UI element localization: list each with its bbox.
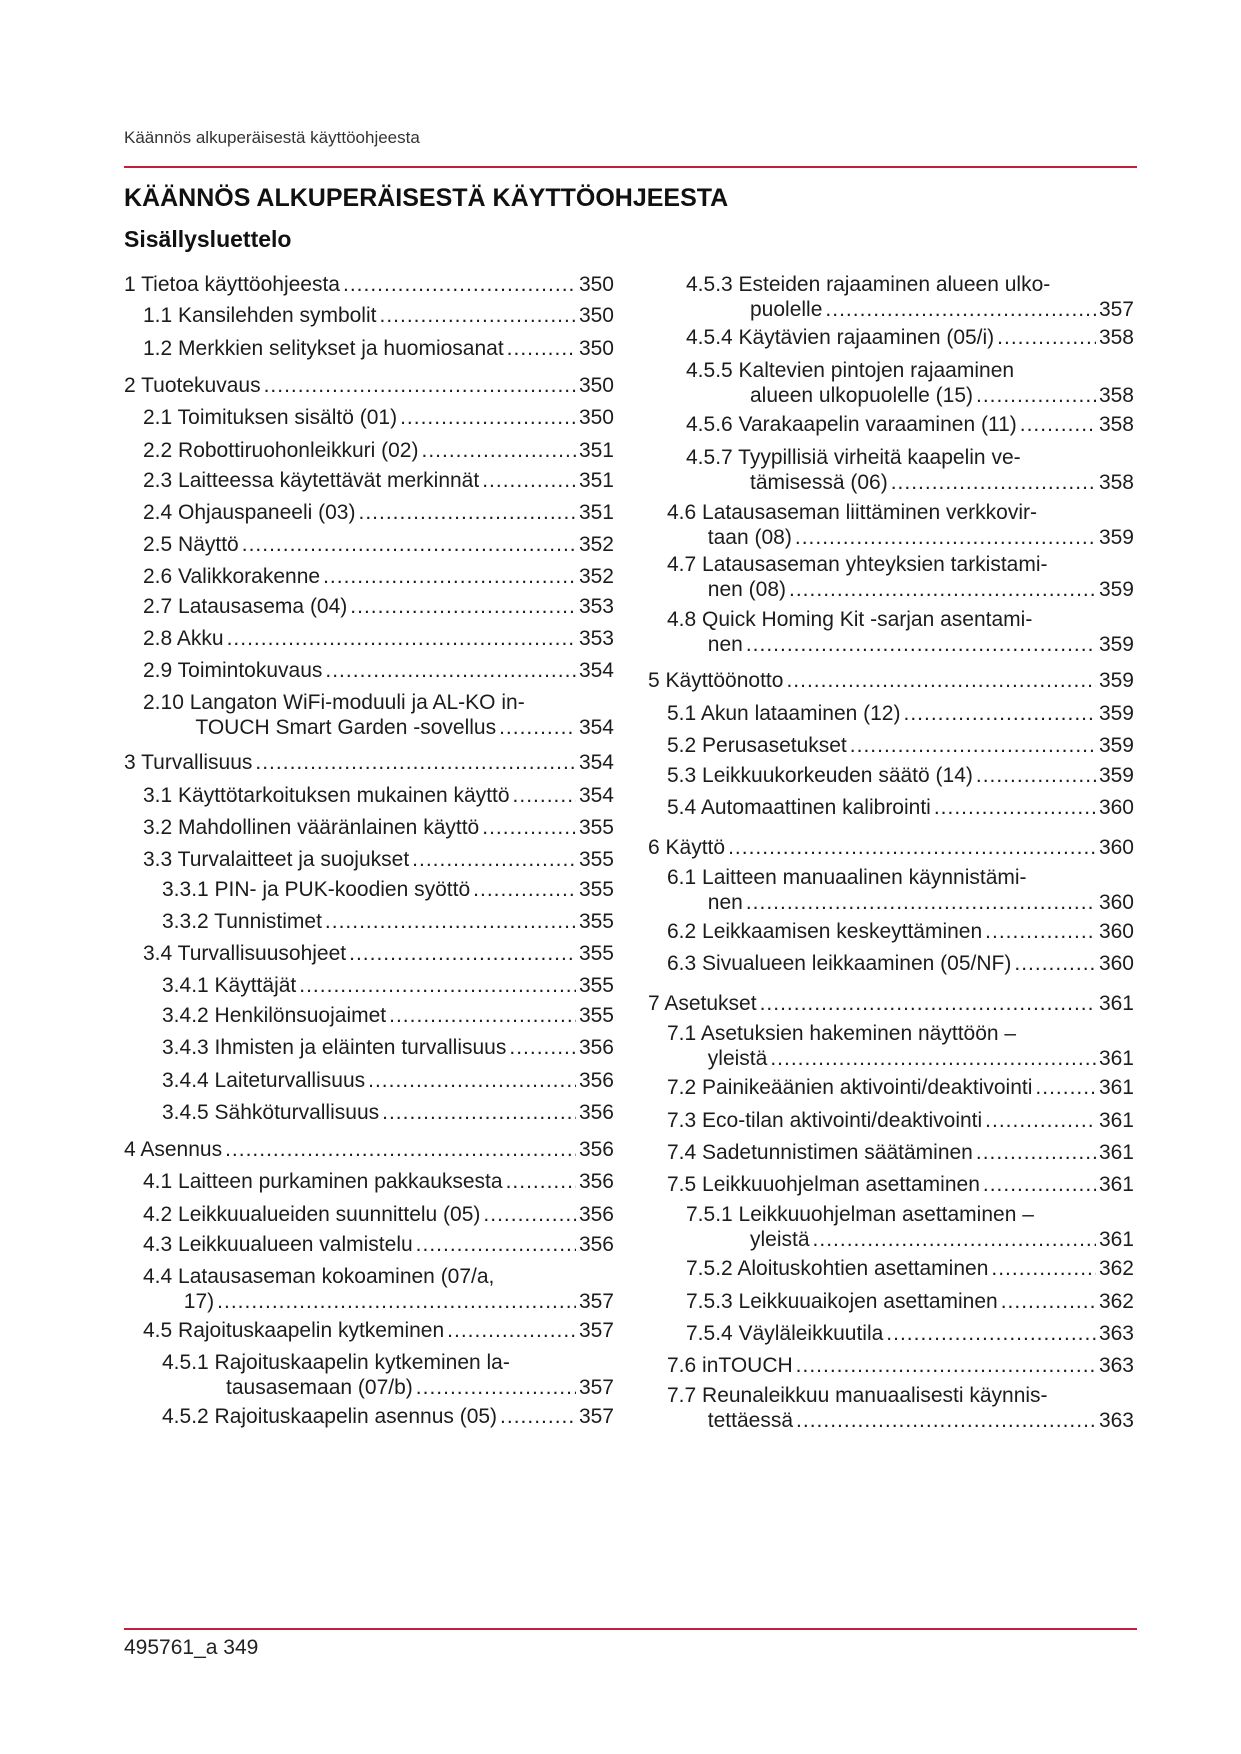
toc-entry-label: 6.2 Leikkaamisen keskeyttäminen [667, 920, 983, 943]
toc-entry[interactable] [162, 1404, 614, 1429]
toc-entry-page: 354 [578, 716, 614, 739]
toc-entry[interactable] [143, 1318, 614, 1343]
toc-entry[interactable] [143, 438, 614, 463]
toc-leader-dots [985, 919, 1096, 944]
toc-entry-label-continued: tausasemaan (07/b) [226, 1376, 413, 1399]
toc-leader-dots [976, 383, 1096, 408]
toc-leader-dots [997, 325, 1096, 350]
toc-leader-dots [379, 303, 575, 328]
toc-entry-page: 355 [578, 1004, 614, 1027]
toc-entry-page: 350 [578, 374, 614, 397]
toc-entry[interactable] [143, 500, 614, 525]
toc-leader-dots [482, 468, 576, 493]
toc-entry-label: 2.6 Valikkorakenne [143, 565, 321, 588]
toc-leader-dots [770, 1046, 1096, 1071]
toc-leader-dots [447, 1318, 576, 1343]
toc-entry[interactable] [686, 325, 1134, 350]
toc-leader-dots [796, 1353, 1096, 1378]
toc-entry-label-continued: alueen ulkopuolelle (15) [750, 384, 973, 407]
toc-leader-dots [368, 1068, 576, 1093]
toc-entry[interactable] [686, 358, 1134, 408]
toc-entry-label: 6.3 Sivualueen leikkaaminen (05/NF) [667, 952, 1012, 975]
toc-leader-dots [255, 750, 576, 775]
toc-entry-page: 357 [578, 1376, 614, 1399]
toc-entry-page: 360 [1098, 796, 1134, 819]
toc-entry-page: 356 [578, 1233, 614, 1256]
toc-entry-page: 361 [1098, 1076, 1134, 1099]
toc-entry[interactable] [124, 373, 614, 398]
toc-entry[interactable] [667, 607, 1134, 657]
toc-leader-dots [473, 877, 576, 902]
toc-entry-label: 1 Tietoa käyttöohjeesta [124, 273, 340, 296]
toc-entry[interactable] [162, 1035, 614, 1060]
toc-entry-label-continued: taan (08) [707, 526, 792, 549]
toc-entry[interactable] [667, 701, 1134, 726]
toc-entry[interactable] [143, 658, 614, 683]
toc-leader-dots [499, 715, 576, 740]
toc-entry[interactable] [143, 468, 614, 493]
toc-leader-dots [789, 577, 1096, 602]
toc-entry[interactable] [648, 991, 1134, 1016]
toc-entry-label-continued: 17) [183, 1290, 215, 1313]
running-header: Käännös alkuperäisestä käyttöohjeesta [124, 128, 420, 147]
toc-entry-label: 2 Tuotekuvaus [124, 374, 261, 397]
toc-entry-page: 350 [578, 337, 614, 360]
toc-entry[interactable] [143, 405, 614, 430]
toc-leader-dots [850, 733, 1096, 758]
toc-leader-dots [728, 835, 1096, 860]
toc-entry-label: 6.1 Laitteen manuaalinen käynnistämi- [667, 866, 1027, 889]
toc-entry[interactable] [143, 941, 614, 966]
toc-entry-page: 352 [578, 533, 614, 556]
toc-entry-page: 359 [1098, 526, 1134, 549]
toc-leader-dots [976, 1140, 1096, 1165]
toc-entry-page: 353 [578, 627, 614, 650]
toc-entry[interactable] [124, 1137, 614, 1162]
toc-leader-dots [513, 783, 576, 808]
toc-entry[interactable] [162, 1003, 614, 1028]
toc-entry-page: 361 [1098, 1173, 1134, 1196]
toc-entry[interactable] [143, 847, 614, 872]
toc-entry-label: 2.4 Ohjauspaneeli (03) [143, 501, 356, 524]
toc-entry-page: 361 [1098, 1109, 1134, 1132]
toc-entry-page: 360 [1098, 836, 1134, 859]
toc-entry-label: 4.5.1 Rajoituskaapelin kytkeminen la- [162, 1351, 510, 1374]
toc-entry-page: 354 [578, 659, 614, 682]
toc-leader-dots [934, 795, 1096, 820]
toc-leader-dots [507, 336, 576, 361]
toc-entry[interactable] [686, 1256, 1134, 1281]
toc-entry-label: 7.5 Leikkuuohjelman asettaminen [667, 1173, 980, 1196]
toc-entry-label: 4.8 Quick Homing Kit -sarjan asentami- [667, 608, 1033, 631]
toc-leader-dots [225, 1137, 576, 1162]
toc-entry[interactable] [143, 1169, 614, 1194]
toc-leader-dots [482, 815, 576, 840]
toc-entry-page: 356 [578, 1170, 614, 1193]
toc-entry-label-continued: nen (08) [707, 578, 787, 601]
toc-entry[interactable] [667, 795, 1134, 820]
toc-entry-label: 4.1 Laitteen purkaminen pakkauksesta [143, 1170, 503, 1193]
toc-entry-label: 3.3 Turvalaitteet ja suojukset [143, 848, 410, 871]
toc-entry-page: 355 [578, 942, 614, 965]
toc-entry-page: 351 [578, 501, 614, 524]
toc-entry-label: 7 Asetukset [648, 992, 757, 1015]
toc-entry[interactable] [667, 919, 1134, 944]
toc-entry[interactable] [143, 336, 614, 361]
toc-entry-page: 350 [578, 406, 614, 429]
toc-leader-dots [746, 632, 1096, 657]
toc-entry-label-continued: puolelle [750, 298, 823, 321]
toc-leader-dots [983, 1172, 1096, 1197]
toc-entry-page: 359 [1098, 702, 1134, 725]
toc-entry-label: 7.5.2 Aloituskohtien asettaminen [686, 1257, 989, 1280]
toc-entry-label: 4.6 Latausaseman liittäminen verkkovir- [667, 501, 1038, 524]
toc-entry[interactable] [667, 500, 1134, 550]
toc-entry-page: 363 [1098, 1409, 1134, 1432]
toc-entry[interactable] [162, 1100, 614, 1125]
toc-entry-label: 4.5.2 Rajoituskaapelin asennus (05) [162, 1405, 498, 1428]
toc-entry[interactable] [667, 1021, 1134, 1071]
toc-entry-label: 3.4.2 Henkilönsuojaimet [162, 1004, 387, 1027]
toc-entry-page: 362 [1098, 1257, 1134, 1280]
toc-entry[interactable] [686, 1289, 1134, 1314]
toc-entry-label: 7.5.1 Leikkuuohjelman asettaminen – [686, 1203, 1034, 1226]
toc-leader-dots [886, 1321, 1096, 1346]
toc-entry[interactable] [143, 1264, 614, 1314]
toc-entry-page: 354 [578, 784, 614, 807]
toc-entry[interactable] [686, 412, 1134, 437]
toc-entry-page: 356 [578, 1069, 614, 1092]
toc-entry-page: 362 [1098, 1290, 1134, 1313]
toc-entry-page: 351 [578, 469, 614, 492]
toc-entry-page: 355 [578, 848, 614, 871]
toc-leader-dots [903, 701, 1095, 726]
toc-entry-label: 5.2 Perusasetukset [667, 734, 847, 757]
toc-leader-dots [299, 973, 576, 998]
toc-entry-label: 7.5.3 Leikkuuaikojen asettaminen [686, 1290, 998, 1313]
toc-entry[interactable] [143, 1232, 614, 1257]
toc-entry[interactable] [667, 951, 1134, 976]
toc-entry-label: 5.1 Akun lataaminen (12) [667, 702, 901, 725]
toc-entry-page: 352 [578, 565, 614, 588]
toc-leader-dots [786, 668, 1096, 693]
toc-leader-dots [991, 1256, 1096, 1281]
toc-entry-label: 2.1 Toimituksen sisältö (01) [143, 406, 398, 429]
toc-entry-label: 4 Asennus [124, 1138, 223, 1161]
toc-entry-label: 4.7 Latausaseman yhteyksien tarkistami- [667, 553, 1048, 576]
toc-leader-dots [760, 991, 1096, 1016]
toc-leader-dots [421, 438, 575, 463]
toc-entry[interactable] [162, 909, 614, 934]
toc-leader-dots [1035, 1075, 1096, 1100]
toc-entry-label: 5.3 Leikkuukorkeuden säätö (14) [667, 764, 973, 787]
toc-entry-page: 361 [1098, 1228, 1134, 1251]
toc-entry[interactable] [143, 690, 614, 740]
toc-entry-label: 7.4 Sadetunnistimen säätäminen [667, 1141, 973, 1164]
toc-entry[interactable] [667, 865, 1134, 915]
toc-entry-label: 3.4 Turvallisuusohjeet [143, 942, 347, 965]
toc-leader-dots [325, 909, 576, 934]
toc-entry-label: 4.5.7 Tyypillisiä virheitä kaapelin ve- [686, 446, 1021, 469]
toc-entry-label: 4.5 Rajoituskaapelin kytkeminen [143, 1319, 445, 1342]
toc-entry[interactable] [686, 445, 1134, 495]
toc-entry-page: 360 [1098, 952, 1134, 975]
toc-entry-page: 355 [578, 910, 614, 933]
toc-entry-page: 358 [1098, 384, 1134, 407]
toc-entry[interactable] [667, 1383, 1134, 1433]
toc-entry-page: 354 [578, 751, 614, 774]
toc-entry-label: 4.4 Latausaseman kokoaminen (07/a, [143, 1265, 495, 1288]
toc-leader-dots [509, 1035, 576, 1060]
toc-leader-dots [500, 1404, 576, 1429]
toc-entry-label-continued: yleistä [750, 1228, 810, 1251]
toc-entry[interactable] [162, 1068, 614, 1093]
toc-entry-page: 351 [578, 439, 614, 462]
toc-leader-dots [325, 658, 576, 683]
toc-entry-page: 361 [1098, 992, 1134, 1015]
toc-leader-dots [412, 847, 576, 872]
toc-entry-label: 3.1 Käyttötarkoituksen mukainen käyttö [143, 784, 510, 807]
toc-entry[interactable] [162, 973, 614, 998]
toc-entry-label: 4.5.3 Esteiden rajaaminen alueen ulko- [686, 273, 1051, 296]
toc-entry-page: 356 [578, 1101, 614, 1124]
toc-entry[interactable] [143, 1202, 614, 1227]
toc-entry-page: 356 [578, 1036, 614, 1059]
toc-entry[interactable] [667, 1108, 1134, 1133]
toc-entry-label: 4.5.5 Kaltevien pintojen rajaaminen [686, 359, 1015, 382]
toc-leader-dots [506, 1169, 576, 1194]
toc-entry-page: 358 [1098, 413, 1134, 436]
toc-entry-label-continued: TOUCH Smart Garden -sovellus [195, 716, 497, 739]
toc-entry-page: 357 [1098, 298, 1134, 321]
toc-entry-label: 3.4.3 Ihmisten ja eläinten turvallisuus [162, 1036, 507, 1059]
toc-entry-page: 356 [578, 1203, 614, 1226]
toc-entry-page: 356 [578, 1138, 614, 1161]
toc-entry-page: 363 [1098, 1354, 1134, 1377]
toc-leader-dots [796, 1408, 1096, 1433]
toc-entry-label: 1.2 Merkkien selitykset ja huomiosanat [143, 337, 504, 360]
toc-entry-label: 7.1 Asetuksien hakeminen näyttöön – [667, 1022, 1017, 1045]
toc-entry-page: 350 [578, 304, 614, 327]
toc-entry-page: 359 [1098, 669, 1134, 692]
toc-entry[interactable] [648, 668, 1134, 693]
toc-entry-label-continued: nen [707, 633, 743, 656]
toc-entry[interactable] [143, 303, 614, 328]
toc-entry-label: 7.6 inTOUCH [667, 1354, 793, 1377]
toc-entry[interactable] [686, 272, 1134, 322]
toc-entry[interactable] [162, 877, 614, 902]
toc-entry[interactable] [162, 1350, 614, 1400]
toc-leader-dots [483, 1202, 576, 1227]
toc-entry-label-continued: nen [707, 891, 743, 914]
footer-page-number: 495761_a 349 [124, 1636, 259, 1659]
toc-entry-page: 359 [1098, 578, 1134, 601]
toc-leader-dots [350, 594, 576, 619]
toc-leader-dots [389, 1003, 576, 1028]
toc-entry-label: 3.2 Mahdollinen vääränlainen käyttö [143, 816, 480, 839]
header-rule [124, 166, 1137, 168]
toc-entry-page: 359 [1098, 734, 1134, 757]
toc-leader-dots [1001, 1289, 1096, 1314]
toc-leader-dots [891, 470, 1096, 495]
toc-leader-dots [382, 1100, 576, 1125]
toc-entry[interactable] [143, 815, 614, 840]
toc-entry-label: 1.1 Kansilehden symbolit [143, 304, 377, 327]
toc-entry[interactable] [124, 750, 614, 775]
toc-entry-label: 2.8 Akku [143, 627, 224, 650]
toc-entry-label: 4.2 Leikkuualueiden suunnittelu (05) [143, 1203, 481, 1226]
toc-entry-label: 3.4.1 Käyttäjät [162, 974, 297, 997]
toc-entry-label: 2.10 Langaton WiFi-moduuli ja AL-KO in- [143, 691, 525, 714]
toc-entry-label: 7.7 Reunaleikkuu manuaalisesti käynnis- [667, 1384, 1048, 1407]
toc-entry-page: 355 [578, 974, 614, 997]
toc-entry-page: 357 [578, 1290, 614, 1313]
toc-leader-dots [985, 1108, 1096, 1133]
toc-leader-dots [976, 763, 1096, 788]
toc-entry-page: 355 [578, 878, 614, 901]
toc-entry-page: 359 [1098, 633, 1134, 656]
toc-entry[interactable] [667, 1140, 1134, 1165]
toc-entry[interactable] [143, 626, 614, 651]
toc-entry-label: 2.7 Latausasema (04) [143, 595, 348, 618]
toc-entry-label: 7.3 Eco-tilan aktivointi/deaktivointi [667, 1109, 983, 1132]
toc-leader-dots [795, 525, 1096, 550]
toc-entry-page: 359 [1098, 764, 1134, 787]
toc-entry-label: 7.5.4 Väyläleikkuutila [686, 1322, 884, 1345]
toc-entry-label: 2.3 Laitteessa käytettävät merkinnät [143, 469, 480, 492]
toc-entry[interactable] [143, 594, 614, 619]
toc-entry[interactable] [686, 1321, 1134, 1346]
toc-leader-dots [813, 1227, 1096, 1252]
toc-entry[interactable] [648, 835, 1134, 860]
toc-entry[interactable] [686, 1202, 1134, 1252]
toc-entry[interactable] [143, 532, 614, 557]
toc-entry-page: 355 [578, 816, 614, 839]
toc-entry-page: 361 [1098, 1047, 1134, 1070]
toc-entry-page: 353 [578, 595, 614, 618]
toc-entry-label: 4.5.4 Käytävien rajaaminen (05/i) [686, 326, 995, 349]
toc-entry-label-continued: yleistä [707, 1047, 768, 1070]
toc-entry-label-continued: tettäessä [707, 1409, 794, 1432]
toc-entry-page: 361 [1098, 1141, 1134, 1164]
toc-entry-page: 360 [1098, 920, 1134, 943]
toc-entry[interactable] [667, 1075, 1134, 1100]
toc-entry-label: 2.2 Robottiruohonleikkuri (02) [143, 439, 419, 462]
toc-leader-dots [1020, 412, 1096, 437]
toc-entry-page: 350 [578, 273, 614, 296]
toc-leader-dots [264, 373, 576, 398]
toc-leader-dots [343, 272, 576, 297]
toc-entry-page: 358 [1098, 471, 1134, 494]
toc-leader-dots [358, 500, 575, 525]
toc-leader-dots [1014, 951, 1096, 976]
toc-entry-page: 363 [1098, 1322, 1134, 1345]
toc-entry-page: 357 [578, 1405, 614, 1428]
toc-leader-dots [227, 626, 576, 651]
toc-entry-label: 3.3.2 Tunnistimet [162, 910, 322, 933]
toc-heading: Sisällysluettelo [124, 226, 292, 252]
footer-rule [124, 1628, 1137, 1630]
toc-entry-page: 357 [578, 1319, 614, 1342]
toc-entry[interactable] [143, 783, 614, 808]
toc-entry-label: 4.5.6 Varakaapelin varaaminen (11) [686, 413, 1017, 436]
toc-entry-label-continued: tämisessä (06) [750, 471, 888, 494]
toc-entry-label: 3.3.1 PIN- ja PUK-koodien syöttö [162, 878, 471, 901]
toc-entry[interactable] [667, 1172, 1134, 1197]
toc-leader-dots [825, 297, 1096, 322]
toc-entry-label: 5.4 Automaattinen kalibrointi [667, 796, 931, 819]
toc-entry-label: 4.3 Leikkuualueen valmistelu [143, 1233, 413, 1256]
toc-entry-label: 3 Turvallisuus [124, 751, 253, 774]
toc-entry[interactable] [667, 1353, 1134, 1378]
toc-leader-dots [349, 941, 576, 966]
toc-leader-dots [242, 532, 576, 557]
toc-entry-label: 2.9 Toimintokuvaus [143, 659, 323, 682]
toc-leader-dots [323, 564, 576, 589]
toc-entry-page: 360 [1098, 891, 1134, 914]
toc-entry-label: 2.5 Näyttö [143, 533, 239, 556]
toc-entry-label: 6 Käyttö [648, 836, 726, 859]
toc-leader-dots [416, 1375, 576, 1400]
toc-entry[interactable] [124, 272, 614, 297]
toc-entry-label: 3.4.4 Laiteturvallisuus [162, 1069, 366, 1092]
toc-entry[interactable] [667, 552, 1134, 602]
toc-leader-dots [400, 405, 576, 430]
toc-entry-label: 5 Käyttöönotto [648, 669, 784, 692]
document-title: KÄÄNNÖS ALKUPERÄISESTÄ KÄYTTÖOHJEESTA [124, 184, 729, 212]
toc-entry[interactable] [667, 733, 1134, 758]
toc-entry[interactable] [143, 564, 614, 589]
toc-leader-dots [217, 1289, 576, 1314]
toc-entry[interactable] [667, 763, 1134, 788]
toc-entry-label: 7.2 Painikeäänien aktivointi/deaktivointi [667, 1076, 1033, 1099]
toc-leader-dots [416, 1232, 576, 1257]
toc-leader-dots [746, 890, 1096, 915]
toc-entry-page: 358 [1098, 326, 1134, 349]
toc-entry-label: 3.4.5 Sähköturvallisuus [162, 1101, 380, 1124]
